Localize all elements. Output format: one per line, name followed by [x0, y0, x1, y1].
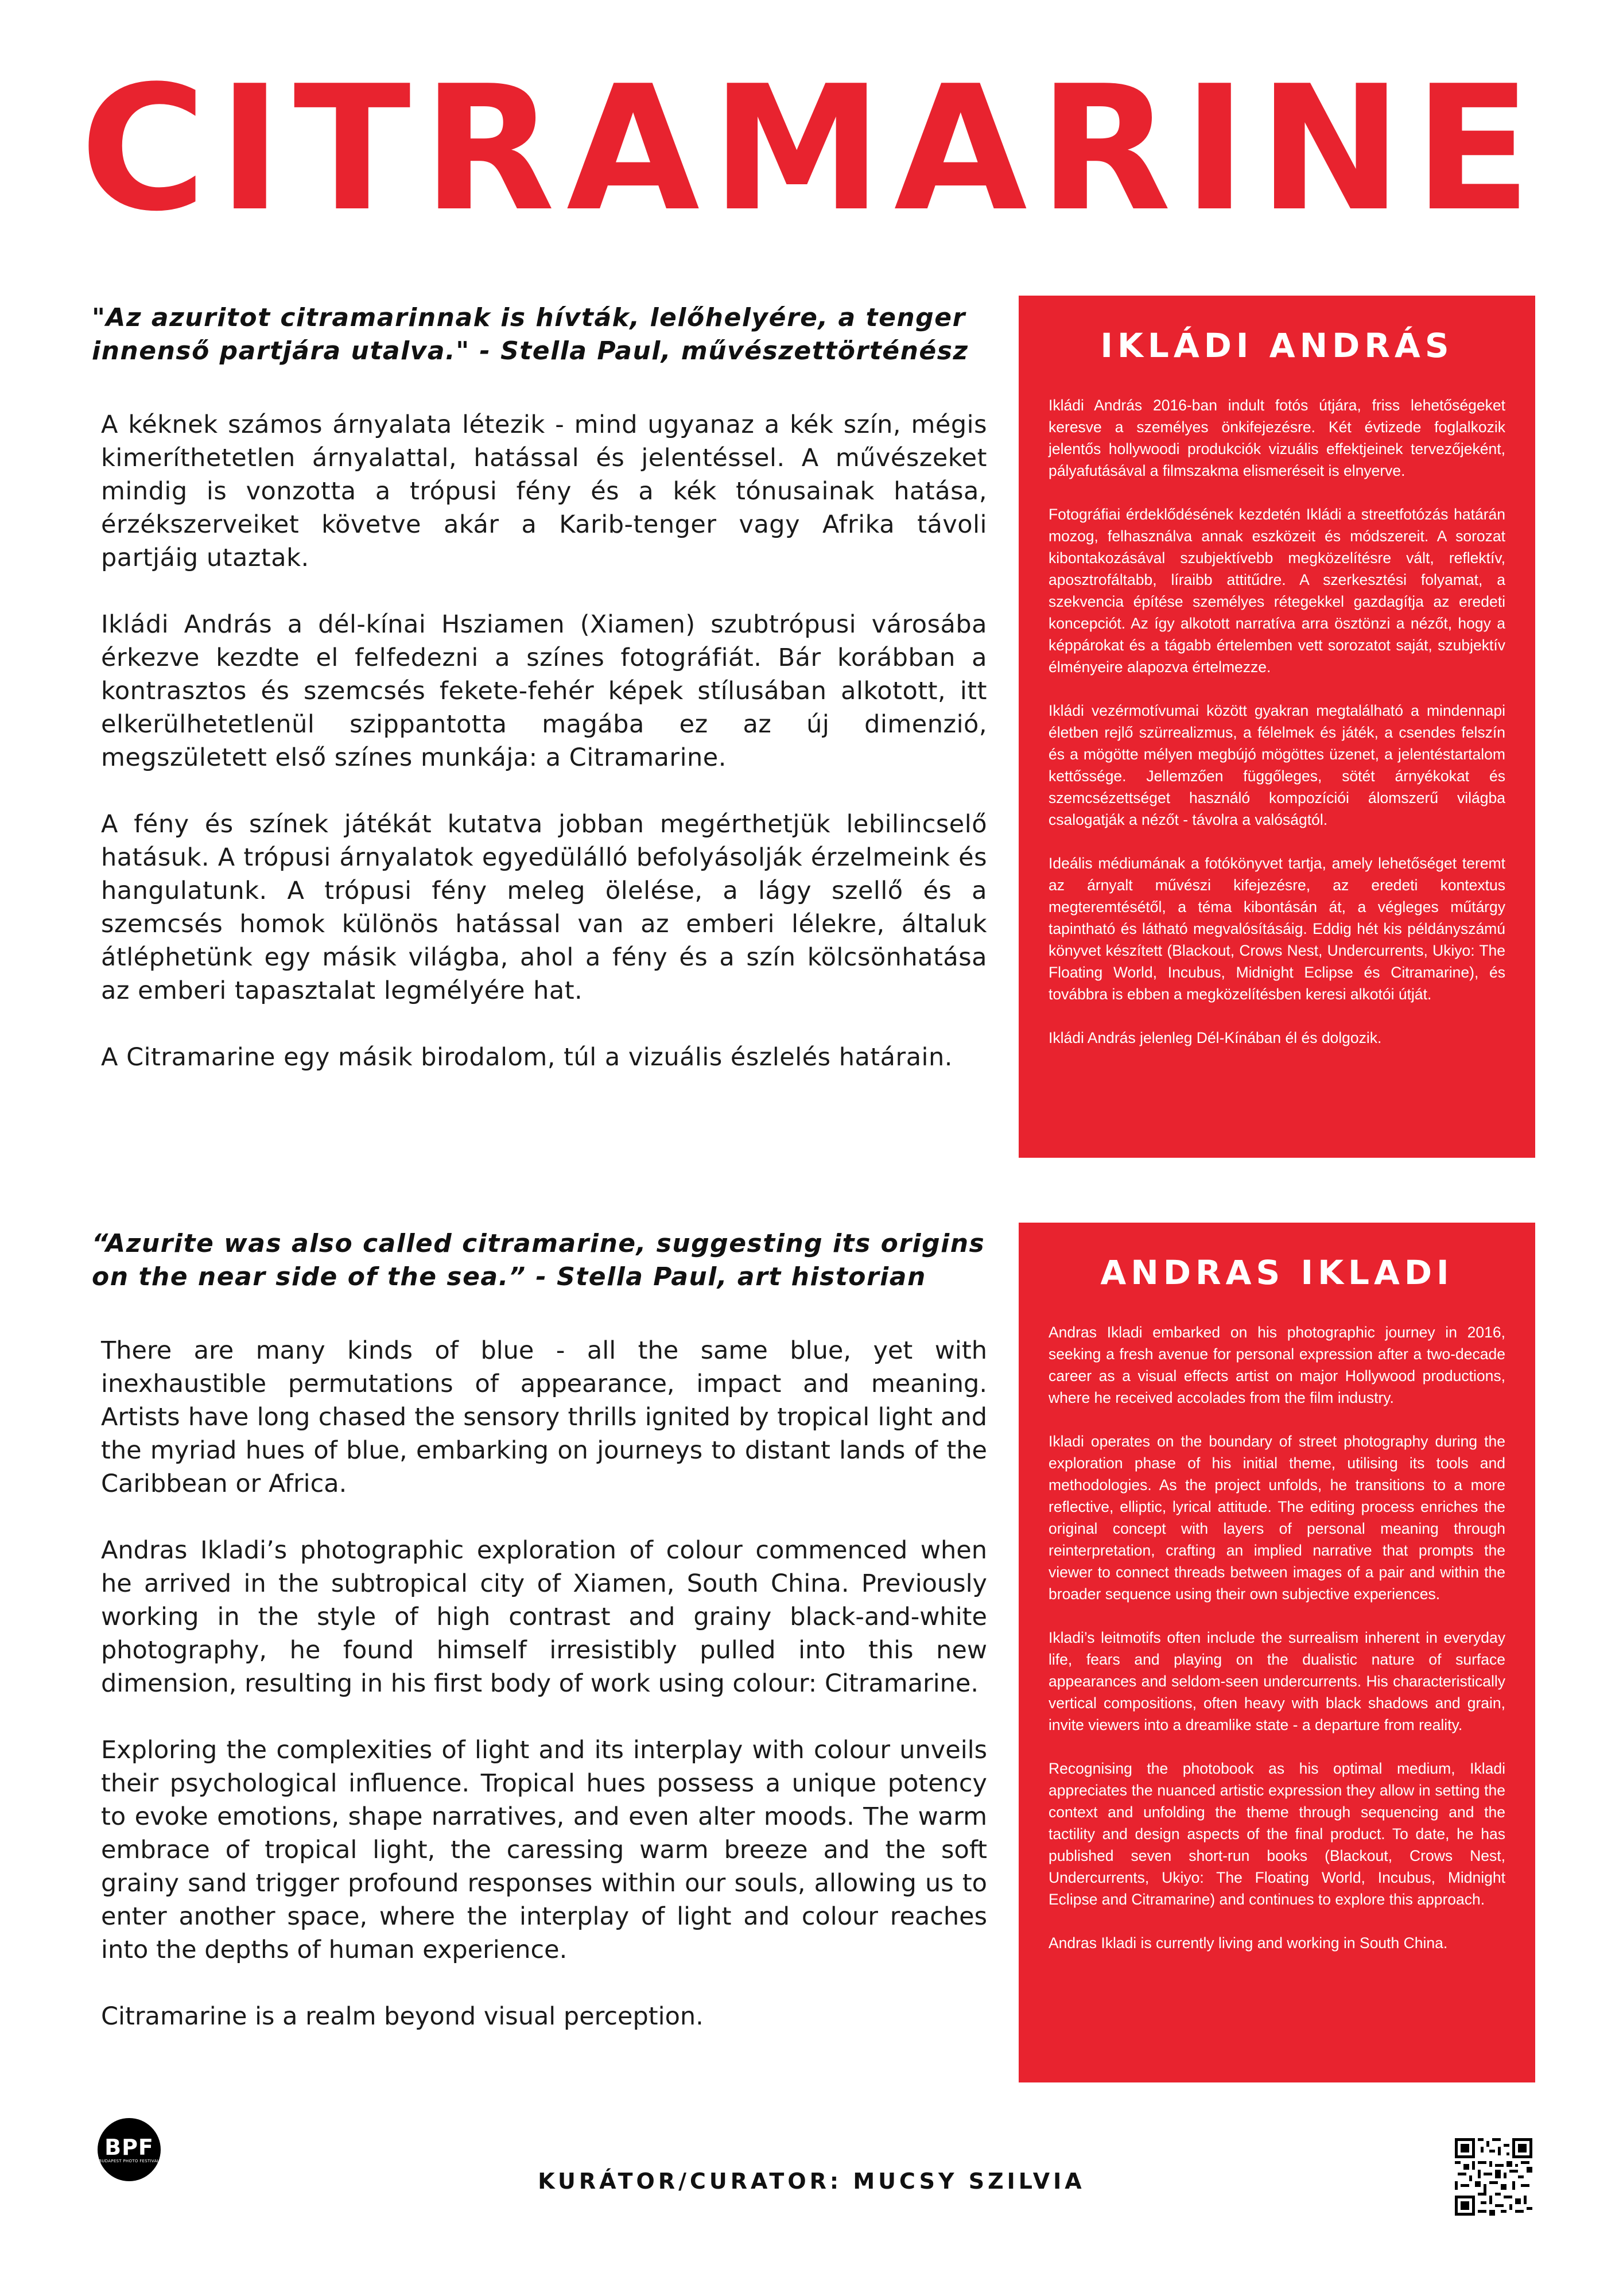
- hungarian-paragraph: Ikládi András a dél-kínai Hsziamen (Xiamen) szubtrópusi városába érkezve kezdte el felfedezni a színes fotográfiát. Bár korábban a kontrasztos és szemcsés fekete-fehér képek stílusában alkotott, itt elkerülhetetlenül szippantotta magába ez az új dimenzió, megszületett első színes munkája: a Citramarine.: [101, 610, 987, 772]
- bio-paragraph: Ideális médiumának a fotókönyvet tartja, amely lehetőséget teremt az árnyalt művészi kifejezésre, az eredeti kontextus megteremtésétől, a téma kibontásán át, a végleges műtárgy tapintható és látható megvalósításáig. Eddig hét kis példányszámú könyvet készített (Blackout, Crows Nest, Undercurrents, Ukiyo: The Floating World, Incubus, Midnight Eclipse és Citramarine), és továbbra is ebben a megközelítésben keresi alkotói útját.: [1049, 855, 1505, 1003]
- bio-name-english: ANDRAS IKLADI: [1100, 1253, 1454, 1292]
- logo-text: BPF: [104, 2134, 154, 2160]
- bio-paragraph: Ikládi András 2016-ban indult fotós útjára, friss lehetőségeket keresve a személyes önkifejezésre. Két évtizede foglalkozik jelentős hollywoodi produkciók vizuális effektjeinek tervezőjeként, pályafutásával a filmszakma elismeréseit is elnyerve.: [1049, 397, 1505, 479]
- bio-paragraph: Recognising the photobook as his optimal medium, Ikladi appreciates the nuanced artistic expression they allow in setting the context and unfolding the theme through sequencing and the tactility and design aspects of the final product. To date, he has published seven short-run books (Blackout, Crows Nest, Undercurrents, Ukiyo: The Floating World, Incubus, Midnight Eclipse and Citramarine) and continues to explore this approach.: [1049, 1760, 1505, 1908]
- english-paragraph: Exploring the complexities of light and its interplay with colour unveils their psychological influence. Tropical hues possess a unique potency to evoke emotions, shape narratives, and even alter moods. The warm embrace of tropical light, the caressing warm breeze and the soft grainy sand trigger profound responses within our souls, allowing us to enter another space, where the interplay of light and colour reaches into the depths of human experience.: [101, 1736, 987, 1964]
- hungarian-paragraph: A Citramarine egy másik birodalom, túl a vizuális észlelés határain.: [101, 1043, 953, 1072]
- hungarian-paragraph: A fény és színek játékát kutatva jobban megérthetjük lebilincselő hatásuk. A trópusi árnyalatok egyedülálló befolyásolják érzelmeink és hangulatunk. A trópusi fény meleg ölelése, a lágy szellő és a szemcsés homok különös hatással van az emberi lélekre, általuk átléphetünk egy másik világba, ahol a fény és a szín kölcsönhatása az emberi tapasztalat legmélyére hat.: [101, 810, 987, 1005]
- poster-title: CITRAMARINE: [80, 49, 1543, 249]
- bio-paragraph: Ikladi operates on the boundary of street photography during the exploration phase of his initial theme, utilising its tools and methodologies. As the project unfolds, he transitions to a more reflective, elliptic, lyrical attitude. The editing process enriches the original concept with layers of personal meaning through reinterpretation, crafting an implied narrative that prompts the viewer to connect threads between images of a pair and within the broader sequence using their own subjective experiences.: [1049, 1433, 1505, 1603]
- bio-paragraph: Fotográfiai érdeklődésének kezdetén Ikládi a streetfotózás határán mozog, felhasználva annak eszközeit és módszereit. A sorozat kibontakozásával szubjektívebb megközelítésre vált, reflektív, aposztrofáltabb, líraibb attitűdre. A szerkesztési folyamat, a szekvencia építése személyes rétegekkel gazdagítja az eredeti koncepciót. Az így alkotott narratíva arra ösztönzi a nézőt, hogy a képpárokat és a tágabb értelemben vett sorozatot saját, szubjektív élményeire alapozva értelmezze.: [1049, 506, 1505, 676]
- english-paragraph: Andras Ikladi’s photographic exploration of colour commenced when he arrived in the subtropical city of Xiamen, South China. Previously working in the style of high contrast and grainy black-and-white photography, he found himself irresistibly pulled into this new dimension, resulting in his first body of work using colour: Citramarine.: [101, 1536, 987, 1698]
- english-paragraph: Citramarine is a realm beyond visual perception.: [101, 2002, 704, 2031]
- hungarian-text-section: [92, 301, 987, 1107]
- bio-paragraph: Andras Ikladi embarked on his photographic journey in 2016, seeking a fresh avenue for personal expression after a two-decade career as a visual effects artist on major Hollywood productions, where he received accolades from the film industry.: [1049, 1324, 1505, 1406]
- hungarian-paragraphs: [92, 408, 987, 1074]
- bio-box-english: [1019, 1223, 1535, 2082]
- qr-code-icon[interactable]: [1455, 2138, 1532, 2216]
- hungarian-quote: "Az azuritot citramarinnak is hívták, lelőhelyére, a tenger innenső partjára utalva." - Stella Paul, művészettörténész: [92, 303, 969, 366]
- hungarian-paragraph: A kéknek számos árnyalata létezik - mind ugyanaz a kék szín, mégis kimeríthetetlen árnyalattal, hatással és jelentéssel. A művészeket mindig is vonzotta a trópusi fény és a kék tónusainak hatása, érzékszerveiket követve akár a Karib-tenger vagy Afrika távoli partjáig utaztak.: [101, 410, 987, 572]
- bio-paragraph: Ikladi’s leitmotifs often include the surrealism inherent in everyday life, fears and playing on the dualistic nature of surface appearances and seldom-seen undercurrents. His characteristically vertical compositions, often heavy with black shadows and grain, invite viewers into a dreamlike state - a departure from reality.: [1049, 1629, 1505, 1733]
- english-paragraph: There are many kinds of blue - all the same blue, yet with inexhaustible permutations of appearance, impact and meaning. Artists have long chased the sensory thrills ignited by tropical light and the myriad hues of blue, embarking on journeys to distant lands of the Caribbean or Africa.: [101, 1336, 987, 1498]
- bio-name-hungarian: IKLÁDI ANDRÁS: [1100, 326, 1454, 365]
- bio-box-hungarian: [1019, 296, 1535, 1158]
- english-text-section: [92, 1227, 987, 2066]
- bio-paragraph: Ikládi vezérmotívumai között gyakran megtalálható a mindennapi életben rejlő szürrealizmus, a félelmek és játék, a csendes felszín és a mögötte mélyen megbújó mögöttes üzenet, a jelentéstartalom kettőssége. Jellemzően függőleges, sötét árnyékokat és szemcsézettséget használó kompozíciói álomszerű világba csalogatják a nézőt - távolra a valóságtól.: [1049, 702, 1505, 828]
- bio-paragraph: Andras Ikladi is currently living and working in South China.: [1049, 1934, 1448, 1952]
- bio-paragraph: Ikládi András jelenleg Dél-Kínában él és dolgozik.: [1049, 1029, 1382, 1046]
- english-quote: “Azurite was also called citramarine, suggesting its origins on the near side of the sea.” - Stella Paul, art historian: [92, 1229, 985, 1292]
- curator-credit: KURÁTOR/CURATOR: MUCSY SZILVIA: [538, 2169, 1085, 2194]
- english-paragraphs: [92, 1334, 987, 2033]
- logo-subtext: BUDAPEST PHOTO FESTIVAL: [99, 2158, 160, 2163]
